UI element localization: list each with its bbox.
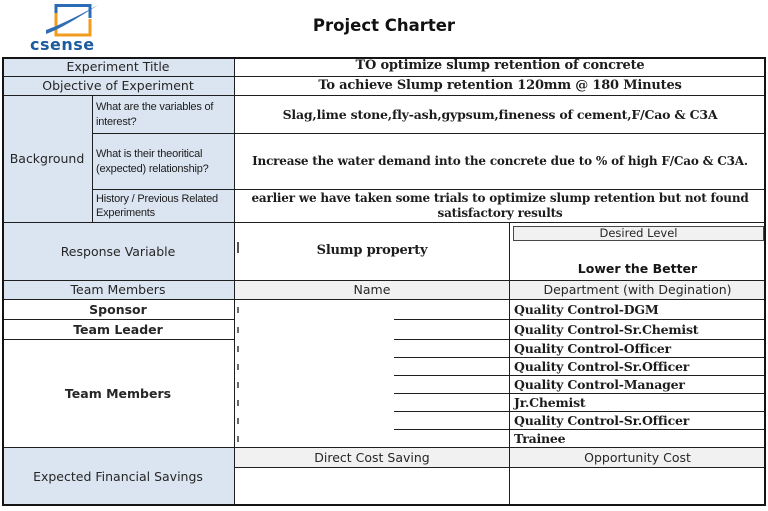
response-variable-label: Response Variable [2,223,235,281]
member-department: Trainee [510,430,766,448]
background-label: Background [2,96,93,223]
background-answer-variables: Slag,lime stone,fly-ash,gypsum,fineness of cement,F/Cao & C3A [235,96,766,134]
background-question-history: History / Previous Related Experiments [93,190,235,223]
member-name-cell-redacted [235,340,510,358]
member-department: Quality Control-Sr.Officer [510,358,766,376]
financial-savings-label: Expected Financial Savings [2,448,235,506]
member-department: Jr.Chemist [510,394,766,412]
name-column-header: Name [235,281,510,300]
member-name-cell-redacted [235,394,510,412]
objective-label: Objective of Experiment [2,77,235,96]
redaction-remnant-mark [237,242,239,253]
csense-wordmark: csense [30,35,95,54]
member-name-cell-redacted [235,358,510,376]
experiment-title-value: TO optimize slump retention of concrete [235,57,766,77]
objective-value: To achieve Slump retention 120mm @ 180 Minutes [235,77,766,96]
desired-level-cell [510,223,766,281]
member-name-cell-redacted [235,430,510,448]
response-variable-value: Slump property [316,243,428,259]
opportunity-cost-value-cell [510,468,766,506]
experiment-title-label: Experiment Title [2,57,235,77]
sponsor-department: Quality Control-DGM [510,300,766,320]
sponsor-name-cell-redacted [235,300,510,320]
member-department: Quality Control-Manager [510,376,766,394]
desired-level-value: Lower the Better [577,261,698,277]
desired-level-header: Desired Level [513,226,764,241]
background-answer-history: earlier we have taken some trials to optimize slump retention but not found satisfactory results [235,190,766,223]
department-column-header: Department (with Degination) [510,281,766,300]
team-leader-name-cell-redacted [235,320,510,340]
direct-cost-value-cell [235,468,510,506]
team-members-header-label: Team Members [2,281,235,300]
member-department: Quality Control-Sr.Officer [510,412,766,430]
direct-cost-header: Direct Cost Saving [235,448,510,468]
member-name-cell-redacted [235,412,510,430]
sponsor-label: Sponsor [2,300,235,320]
member-name-cell-redacted [235,376,510,394]
team-members-group-label: Team Members [2,340,235,448]
background-answer-relationship: Increase the water demand into the concrete due to % of high F/Cao & C3A. [235,134,766,190]
team-leader-department: Quality Control-Sr.Chemist [510,320,766,340]
background-question-variables: What are the variables of interest? [93,96,235,134]
response-variable-value-cell [235,223,510,281]
page-title: Project Charter [312,16,456,35]
opportunity-cost-header: Opportunity Cost [510,448,766,468]
team-leader-label: Team Leader [2,320,235,340]
background-question-relationship: What is their theoritical (expected) relationship? [93,134,235,190]
member-department: Quality Control-Officer [510,340,766,358]
